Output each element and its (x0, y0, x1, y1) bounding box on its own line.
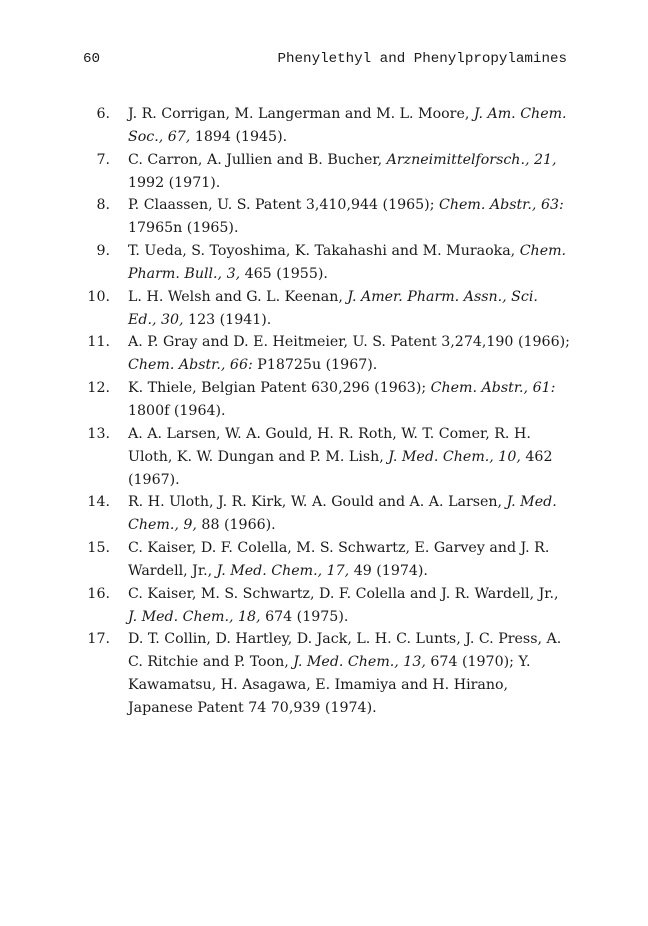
reference-text (128, 380, 555, 419)
reference-journal-citation: Chem. Pharm. Bull., 3, (128, 243, 567, 282)
reference-item (70, 423, 570, 492)
reference-text-segment: 465 (1955). (240, 265, 328, 282)
reference-text-segment: T. Ueda, S. Toyoshima, K. Takahashi and M. Muraoka, (128, 243, 520, 260)
reference-text (128, 152, 557, 191)
reference-text-segment: P18725u (1967). (252, 357, 378, 374)
reference-item (70, 149, 570, 195)
reference-number: 8. (96, 197, 110, 214)
reference-text-segment: C. Carron, A. Jullien and B. Bucher, (128, 151, 387, 168)
reference-number: 15. (87, 540, 110, 557)
reference-item (70, 491, 570, 537)
reference-item (70, 377, 570, 423)
reference-number: 10. (87, 288, 110, 305)
reference-number: 7. (96, 151, 110, 168)
reference-item (70, 331, 570, 377)
reference-text-segment: 49 (1974). (349, 562, 428, 579)
reference-text-segment: L. H. Welsh and G. L. Keenan, (128, 288, 348, 305)
page-header (83, 49, 567, 69)
reference-item (70, 240, 570, 286)
page-number: 60 (83, 51, 101, 67)
reference-text (128, 586, 559, 625)
reference-journal-citation: J. Am. Chem. Soc., 67, (128, 106, 567, 145)
reference-text-segment: P. Claassen, U. S. Patent 3,410,944 (1965); (128, 197, 440, 214)
reference-item (70, 103, 570, 149)
reference-number: 16. (87, 585, 110, 602)
reference-journal-citation: J. Med. Chem., 17, (216, 562, 350, 579)
reference-text (128, 106, 567, 145)
reference-text-segment: D. T. Collin, D. Hartley, D. Jack, L. H. C. Lunts, J. C. Press, A. C. Ritchie and P. Toon, (128, 631, 562, 671)
reference-text (128, 243, 566, 282)
reference-text-segment: 1992 (1971). (128, 174, 221, 191)
running-title: Phenylethyl and Phenylpropylamines (277, 51, 567, 67)
reference-text-segment: C. Kaiser, M. S. Schwartz, D. F. Colella and J. R. Wardell, Jr., (128, 585, 559, 602)
reference-journal-citation: J. Med. Chem., 13, (293, 654, 426, 671)
reference-text-segment: K. Thiele, Belgian Patent 630,296 (1963); (128, 380, 431, 397)
reference-text (128, 334, 570, 373)
reference-item (70, 628, 570, 719)
reference-number: 14. (87, 494, 110, 511)
reference-text-segment: 1800f (1964). (128, 402, 226, 419)
reference-item (70, 194, 570, 240)
reference-text-segment: 674 (1970); Y. Kawamatsu, H. Asagawa, E. Imamiya and H. Hirano, Japanese Patent 74 70,939 (1974). (128, 654, 531, 716)
reference-text-segment: 462 (1967). (128, 448, 553, 488)
reference-number: 13. (87, 425, 110, 442)
reference-item (70, 537, 570, 583)
reference-journal-citation: Chem. Abstr., 66: (128, 357, 253, 374)
reference-text-segment: 88 (1966). (196, 517, 276, 534)
reference-journal-citation: Arzneimittelforsch., 21, (386, 151, 557, 168)
reference-text-segment: 17965n (1965). (128, 220, 239, 237)
reference-number: 6. (96, 106, 110, 122)
reference-text-segment: 674 (1975). (260, 608, 349, 625)
reference-journal-citation: J. Amer. Pharm. Assn., Sci. Ed., 30, (128, 288, 538, 328)
reference-journal-citation: Chem. Abstr., 63: (439, 197, 564, 214)
reference-text (128, 494, 557, 533)
reference-text-segment: A. P. Gray and D. E. Heitmeier, U. S. Patent 3,274,190 (1966); (128, 334, 570, 351)
reference-journal-citation: J. Med. Chem., 18, (128, 608, 261, 625)
reference-number: 9. (96, 243, 110, 260)
reference-text-segment: C. Kaiser, D. F. Colella, M. S. Schwartz, E. Garvey and J. R. Wardell, Jr., (128, 540, 550, 579)
reference-text (128, 540, 549, 579)
reference-text-segment: J. R. Corrigan, M. Langerman and M. L. Moore, (128, 106, 474, 122)
reference-text-segment: 123 (1941). (183, 311, 272, 328)
reference-text (128, 289, 538, 328)
reference-item (70, 583, 570, 629)
reference-number: 11. (87, 334, 110, 351)
reference-text (128, 631, 561, 716)
reference-text-segment: 1894 (1945). (190, 128, 288, 145)
reference-number: 12. (87, 380, 110, 397)
reference-text-segment: R. H. Uloth, J. R. Kirk, W. A. Gould and A. A. Larsen, (128, 494, 507, 511)
reference-text-segment: A. A. Larsen, W. A. Gould, H. R. Roth, W. T. Comer, R. H. Uloth, K. W. Dungan and P. M. Lish, (128, 425, 531, 465)
reference-journal-citation: Chem. Abstr., 61: (430, 380, 556, 397)
reference-journal-citation: J. Med. Chem., 10, (388, 448, 521, 465)
reference-item (70, 286, 570, 332)
reference-number: 17. (87, 631, 110, 648)
reference-text (128, 197, 564, 236)
reference-text (128, 426, 552, 488)
reference-journal-citation: J. Med. Chem., 9, (128, 494, 557, 534)
reference-list (70, 103, 570, 720)
